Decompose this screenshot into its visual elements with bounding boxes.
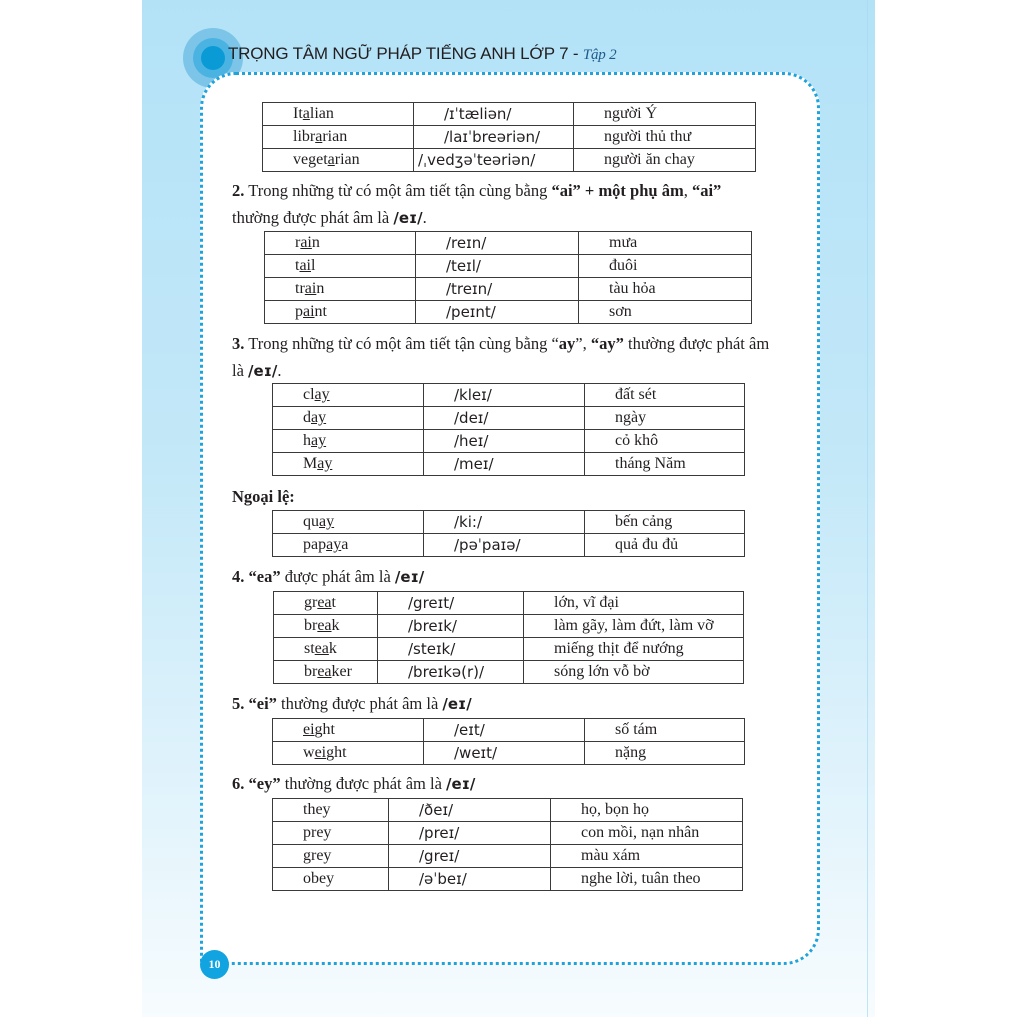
word-cell: hay [273, 430, 424, 453]
table-row [273, 407, 745, 430]
table-row [273, 799, 743, 822]
meaning-cell: người Ý [574, 103, 756, 126]
word-cell: tail [265, 255, 416, 278]
vocab-table-ea [273, 591, 744, 684]
table-row [274, 638, 744, 661]
ipa-cell: /ɪˈtæliən/ [414, 103, 574, 126]
meaning-cell: nghe lời, tuân theo [551, 868, 743, 891]
table-row [263, 149, 756, 172]
word-cell: weight [273, 742, 424, 765]
ipa-cell: /ki:/ [424, 511, 585, 534]
ipa-cell: /breɪkə(r)/ [378, 661, 524, 684]
word-cell: quay [273, 511, 424, 534]
page-number-badge: 10 [200, 950, 229, 979]
ipa-cell: /deɪ/ [424, 407, 585, 430]
meaning-cell: làm gãy, làm đứt, làm vỡ [524, 615, 744, 638]
word-cell: great [274, 592, 378, 615]
table-row [274, 661, 744, 684]
ipa-cell: /əˈbeɪ/ [389, 868, 551, 891]
ipa-cell: /peɪnt/ [416, 301, 579, 324]
ipa-cell: /heɪ/ [424, 430, 585, 453]
ipa-cell: /ˌvedʒəˈteəriən/ [414, 149, 574, 172]
word-cell: rain [265, 232, 416, 255]
table-row [265, 232, 752, 255]
table-row [274, 592, 744, 615]
meaning-cell: miếng thịt để nướng [524, 638, 744, 661]
word-cell: eight [273, 719, 424, 742]
ipa-cell: /ðeɪ/ [389, 799, 551, 822]
section-3-rule: 3. Trong những từ có một âm tiết tận cùng bằng “ay”, “ay” thường được phát âm là /eɪ/. [232, 334, 770, 380]
meaning-cell: họ, bọn họ [551, 799, 743, 822]
word-cell: day [273, 407, 424, 430]
meaning-cell: mưa [579, 232, 752, 255]
vocab-table-ey [272, 798, 743, 891]
word-cell: prey [273, 822, 389, 845]
table-row [263, 103, 756, 126]
ipa-cell: /reɪn/ [416, 232, 579, 255]
section-5-rule: 5. “ei” thường được phát âm là /eɪ/ [232, 694, 472, 713]
running-header [228, 44, 616, 64]
meaning-cell: cỏ khô [585, 430, 745, 453]
word-cell: Italian [263, 103, 414, 126]
ipa-cell: /laɪˈbreəriən/ [414, 126, 574, 149]
meaning-cell: lớn, vĩ đại [524, 592, 744, 615]
ipa-cell: /greɪ/ [389, 845, 551, 868]
table-row [263, 126, 756, 149]
table-row [265, 278, 752, 301]
meaning-cell: tàu hỏa [579, 278, 752, 301]
word-cell: train [265, 278, 416, 301]
meaning-cell: sơn [579, 301, 752, 324]
word-cell: librarian [263, 126, 414, 149]
vocab-table-ay [272, 383, 745, 476]
ipa-cell: /breɪk/ [378, 615, 524, 638]
table-row [273, 822, 743, 845]
table-row [273, 719, 745, 742]
vocab-table-ai [264, 231, 752, 324]
ipa-cell: /eɪt/ [424, 719, 585, 742]
vocab-table-ei [272, 718, 745, 765]
meaning-cell: màu xám [551, 845, 743, 868]
meaning-cell: đất sét [585, 384, 745, 407]
table-row [265, 301, 752, 324]
table-row [273, 534, 745, 557]
book-title: TRỌNG TÂM NGỮ PHÁP TIẾNG ANH LỚP 7 - [228, 44, 583, 63]
section-6-rule: 6. “ey” thường được phát âm là /eɪ/ [232, 774, 476, 793]
table-row [265, 255, 752, 278]
ipa-cell: /weɪt/ [424, 742, 585, 765]
table-row [274, 615, 744, 638]
word-cell: May [273, 453, 424, 476]
word-cell: they [273, 799, 389, 822]
vocab-table-stress [262, 102, 756, 172]
table-row [273, 453, 745, 476]
word-cell: grey [273, 845, 389, 868]
meaning-cell: nặng [585, 742, 745, 765]
page-edge-line [867, 0, 868, 1017]
word-cell: paint [265, 301, 416, 324]
meaning-cell: người ăn chay [574, 149, 756, 172]
ipa-cell: /greɪt/ [378, 592, 524, 615]
ipa-cell: /meɪ/ [424, 453, 585, 476]
ipa-cell: /preɪ/ [389, 822, 551, 845]
word-cell: vegetarian [263, 149, 414, 172]
volume-label: Tập 2 [582, 47, 617, 63]
table-row [273, 868, 743, 891]
meaning-cell: đuôi [579, 255, 752, 278]
table-row [273, 430, 745, 453]
meaning-cell: số tám [585, 719, 745, 742]
ipa-cell: /teɪl/ [416, 255, 579, 278]
word-cell: obey [273, 868, 389, 891]
meaning-cell: quả đu đủ [585, 534, 745, 557]
table-row [273, 742, 745, 765]
section-2-rule: 2. Trong những từ có một âm tiết tận cùng bằng “ai” + một phụ âm, “ai” thường được phát âm là /eɪ/. [232, 181, 722, 227]
meaning-cell: tháng Năm [585, 453, 745, 476]
table-row [273, 845, 743, 868]
word-cell: papaya [273, 534, 424, 557]
ipa-cell: /kleɪ/ [424, 384, 585, 407]
ipa-cell: /pəˈpaɪə/ [424, 534, 585, 557]
section-4-rule: 4. “ea” được phát âm là /eɪ/ [232, 567, 425, 586]
word-cell: break [274, 615, 378, 638]
table-row [273, 511, 745, 534]
table-row [273, 384, 745, 407]
exceptions-label: Ngoại lệ: [232, 487, 295, 506]
ipa-cell: /steɪk/ [378, 638, 524, 661]
ipa-cell: /treɪn/ [416, 278, 579, 301]
word-cell: steak [274, 638, 378, 661]
meaning-cell: ngày [585, 407, 745, 430]
meaning-cell: bến cảng [585, 511, 745, 534]
meaning-cell: con mồi, nạn nhân [551, 822, 743, 845]
meaning-cell: người thủ thư [574, 126, 756, 149]
word-cell: clay [273, 384, 424, 407]
word-cell: breaker [274, 661, 378, 684]
vocab-table-exceptions [272, 510, 745, 557]
meaning-cell: sóng lớn vỗ bờ [524, 661, 744, 684]
